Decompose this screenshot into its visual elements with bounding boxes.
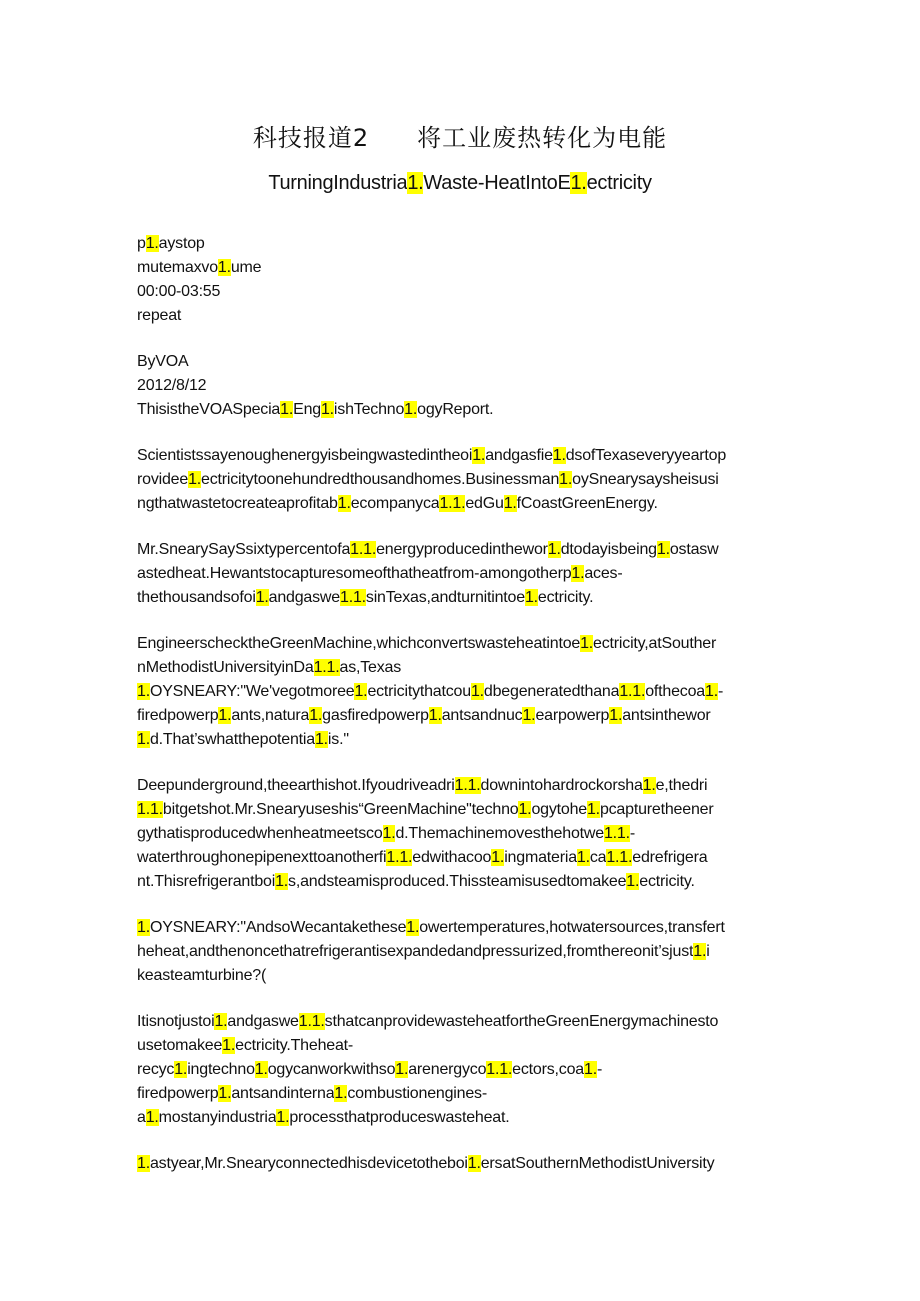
highlighted-fragment: 1. — [693, 943, 707, 960]
title-fragment: Industria — [333, 172, 408, 194]
highlighted-fragment: 1. — [491, 849, 505, 866]
paragraph — [137, 632, 783, 752]
player-line — [137, 304, 783, 328]
article-paragraphs — [137, 444, 783, 1176]
text-fragment: ectricitythatcou — [367, 683, 471, 700]
text-fragment: recyc — [137, 1061, 175, 1078]
paragraph — [137, 1152, 783, 1176]
paragraph-line — [137, 1106, 783, 1130]
paragraph-line — [137, 940, 783, 964]
paragraph-line — [137, 728, 783, 752]
text-fragment: s,andsteamisproduced.Thissteamisusedtomakee — [288, 873, 627, 890]
highlighted-fragment: 1. — [314, 731, 328, 748]
highlighted-fragment: 1.1. — [340, 589, 366, 606]
highlighted-fragment: 1. — [218, 1085, 232, 1102]
text-fragment: ostasw — [669, 541, 719, 558]
chinese-title — [0, 118, 920, 153]
text-fragment: Eng — [293, 401, 321, 418]
highlighted-fragment: 1. — [320, 401, 334, 418]
meta-line — [137, 350, 783, 374]
text-fragment: - — [629, 825, 635, 842]
text-fragment: andgaswe — [227, 1013, 299, 1030]
highlighted-fragment: 1.1. — [439, 495, 466, 512]
chinese-title-left: 科技报道2 — [252, 124, 370, 152]
text-fragment: Itisnotjustoi — [137, 1013, 215, 1030]
text-fragment: ThisistheVOASpecia — [137, 401, 281, 418]
highlighted-fragment: 1. — [406, 919, 420, 936]
text-fragment: ecompanyca — [350, 495, 440, 512]
highlighted-fragment: 1. — [404, 401, 418, 418]
text-fragment: p — [137, 235, 146, 252]
highlighted-fragment: 1. — [524, 589, 538, 606]
paragraph-line — [137, 822, 783, 846]
highlighted-fragment: 1. — [467, 1155, 481, 1172]
paragraph-line — [137, 1082, 783, 1106]
article-meta — [137, 350, 783, 422]
highlighted-fragment: 1. — [626, 873, 640, 890]
text-fragment: bitgetshot.Mr.Snearyuseshis“GreenMachine"techno — [162, 801, 519, 818]
player-line — [137, 280, 783, 304]
paragraph-line — [137, 656, 783, 680]
paragraph-line — [137, 492, 783, 516]
text-fragment: andgasfie — [485, 447, 553, 464]
highlighted-fragment: 1. — [580, 635, 594, 652]
text-fragment: rovidee — [137, 471, 189, 488]
highlighted-fragment: 1. — [518, 801, 532, 818]
text-fragment: waterthroughonepipenexttoanotherfi — [137, 849, 387, 866]
chinese-title-right: 将工业废热转化为电能 — [417, 124, 668, 152]
highlighted-fragment: 1. — [584, 1061, 597, 1078]
text-fragment: aces- — [584, 565, 623, 582]
title-fragment: Turning — [268, 172, 334, 194]
highlighted-fragment: 1.1. — [454, 777, 481, 794]
text-fragment: dtodayisbeing — [560, 541, 657, 558]
highlighted-fragment: 1. — [705, 683, 718, 700]
text-fragment: astyear,Mr.Snearyconnectedhisdevicetotheboi — [149, 1155, 468, 1172]
paragraph-line — [137, 538, 783, 562]
text-fragment: d.Themachinemovesthehotwe — [395, 825, 604, 842]
text-fragment: arenergyco — [408, 1061, 487, 1078]
text-fragment: andgaswe — [268, 589, 340, 606]
highlighted-fragment: 1. — [137, 1155, 150, 1172]
highlighted-fragment: 1. — [337, 495, 351, 512]
highlighted-fragment: 1. — [254, 1061, 268, 1078]
text-fragment: ByVOA — [137, 353, 189, 370]
text-fragment: aystop — [158, 235, 205, 252]
text-fragment: ume — [230, 259, 262, 276]
text-fragment: 2012/8/12 — [137, 377, 207, 394]
highlighted-fragment: 1. — [576, 849, 590, 866]
highlighted-fragment: 1. — [309, 707, 323, 724]
highlighted-fragment: 1. — [428, 707, 442, 724]
text-fragment: ectricity. — [537, 589, 594, 606]
text-fragment: keasteamturbine?( — [137, 967, 267, 984]
text-fragment: pcapturetheener — [599, 801, 714, 818]
highlighted-fragment: 1. — [382, 825, 396, 842]
text-fragment: i — [706, 943, 710, 960]
highlighted-fragment: 1. — [217, 259, 231, 276]
highlighted-fragment: 1. — [137, 731, 150, 748]
paragraph-line — [137, 444, 783, 468]
text-fragment: ants,natura — [231, 707, 310, 724]
highlighted-fragment: 1. — [503, 495, 517, 512]
highlighted-fragment: 1. — [214, 1013, 228, 1030]
text-fragment: ofthecoa — [645, 683, 705, 700]
paragraph-line — [137, 774, 783, 798]
paragraph-line — [137, 964, 783, 988]
text-fragment: OYSNEARY:"AndsoWecantakethese — [149, 919, 407, 936]
highlighted-fragment: 1.1. — [137, 801, 163, 818]
text-fragment: a — [137, 1109, 146, 1126]
article-body — [137, 232, 783, 1198]
paragraph-line — [137, 846, 783, 870]
paragraph-line — [137, 586, 783, 610]
text-fragment: downintohardrockorsha — [480, 777, 643, 794]
text-fragment: heheat,andthenoncethatrefrigerantisexpandedandpressurized,fromthereonit’sjust — [137, 943, 694, 960]
text-fragment: ogytohe — [531, 801, 587, 818]
player-line — [137, 256, 783, 280]
highlighted-fragment: 1. — [276, 1109, 290, 1126]
text-fragment: ngthatwastetocreateaprofitab — [137, 495, 338, 512]
paragraph — [137, 444, 783, 516]
highlighted-fragment: 1.1. — [313, 659, 340, 676]
highlighted-fragment: 1. — [137, 683, 150, 700]
text-fragment: dsofTexaseveryyeartop — [565, 447, 727, 464]
text-fragment: oySnearysaysheisusi — [572, 471, 719, 488]
highlighted-fragment: 1. — [559, 471, 573, 488]
highlighted-fragment: 1. — [571, 565, 585, 582]
text-fragment: thethousandsofoi — [137, 589, 256, 606]
highlighted-fragment: 1. — [218, 707, 232, 724]
title-fragment: Waste-Heat — [423, 172, 526, 194]
text-fragment: earpowerp — [535, 707, 610, 724]
text-fragment: edrefrigera — [632, 849, 708, 866]
highlighted-fragment: 1.1. — [606, 849, 633, 866]
paragraph — [137, 1010, 783, 1130]
title-fragment: E — [557, 172, 571, 194]
highlighted-fragment: 1. — [656, 541, 670, 558]
paragraph-line — [137, 798, 783, 822]
highlighted-fragment: 1. — [222, 1037, 236, 1054]
paragraph-line — [137, 632, 783, 656]
english-title — [0, 172, 920, 195]
text-fragment: is." — [327, 731, 349, 748]
paragraph-line — [137, 680, 783, 704]
paragraph-line — [137, 1152, 783, 1176]
text-fragment: dbegeneratedthana — [483, 683, 620, 700]
text-fragment: OYSNEARY:"We'vegotmoree — [149, 683, 355, 700]
text-fragment: ca — [589, 849, 607, 866]
highlighted-fragment: 1. — [407, 172, 424, 194]
highlighted-fragment: 1. — [586, 801, 600, 818]
highlighted-fragment: 1. — [470, 683, 484, 700]
text-fragment: e,thedri — [655, 777, 708, 794]
text-fragment: as,Texas — [339, 659, 402, 676]
paragraph — [137, 538, 783, 610]
highlighted-fragment: 1. — [145, 1109, 159, 1126]
text-fragment: EngineerschecktheGreenMachine,whichconvertswasteheatintoe — [137, 635, 581, 652]
text-fragment: edwithacoo — [412, 849, 492, 866]
paragraph — [137, 774, 783, 894]
highlighted-fragment: 1. — [334, 1085, 348, 1102]
meta-line — [137, 374, 783, 398]
highlighted-fragment: 1. — [570, 172, 587, 194]
text-fragment: mostanyindustria — [158, 1109, 277, 1126]
highlighted-fragment: 1. — [280, 401, 294, 418]
text-fragment: energyproducedinthewor — [376, 541, 548, 558]
text-fragment: ishTechno — [333, 401, 405, 418]
text-fragment: ectors,coa — [512, 1061, 584, 1078]
text-fragment: sthatcanprovidewasteheatfortheGreenEnergymachinesto — [324, 1013, 719, 1030]
highlighted-fragment: 1. — [609, 707, 623, 724]
highlighted-fragment: 1.1. — [619, 683, 646, 700]
text-fragment: nt.Thisrefrigerantboi — [137, 873, 276, 890]
text-fragment: ogycanworkwithso — [267, 1061, 396, 1078]
text-fragment: antsinthewor — [622, 707, 711, 724]
text-fragment: Scientistssayenoughenergyisbeingwastedintheoi — [137, 447, 473, 464]
text-fragment: gythatisproducedwhenheatmeetsco — [137, 825, 383, 842]
highlighted-fragment: 1. — [354, 683, 368, 700]
highlighted-fragment: 1.1. — [386, 849, 413, 866]
highlighted-fragment: 1. — [642, 777, 656, 794]
highlighted-fragment: 1. — [275, 873, 289, 890]
player-line — [137, 232, 783, 256]
highlighted-fragment: 1.1. — [603, 825, 630, 842]
text-fragment: ectricity,atSouther — [593, 635, 717, 652]
meta-line — [137, 398, 783, 422]
text-fragment: fCoastGreenEnergy. — [516, 495, 658, 512]
text-fragment: owertemperatures,hotwatersources,transfert — [419, 919, 725, 936]
highlighted-fragment: 1.1. — [298, 1013, 325, 1030]
highlighted-fragment: 1. — [137, 919, 150, 936]
title-fragment: Into — [525, 172, 558, 194]
text-fragment: antsandinterna — [231, 1085, 335, 1102]
text-fragment: combustionengines- — [347, 1085, 487, 1102]
text-fragment: nMethodistUniversityinDa — [137, 659, 314, 676]
text-fragment: ingtechno — [187, 1061, 255, 1078]
highlighted-fragment: 1. — [472, 447, 486, 464]
player-controls — [137, 232, 783, 328]
highlighted-fragment: 1.1. — [486, 1061, 513, 1078]
highlighted-fragment: 1. — [547, 541, 561, 558]
text-fragment: ersatSouthernMethodistUniversity — [480, 1155, 715, 1172]
highlighted-fragment: 1. — [522, 707, 536, 724]
paragraph-line — [137, 1034, 783, 1058]
text-fragment: usetomakee — [137, 1037, 223, 1054]
highlighted-fragment: 1. — [188, 471, 202, 488]
highlighted-fragment: 1. — [174, 1061, 188, 1078]
paragraph-line — [137, 870, 783, 894]
text-fragment: ectricity. — [639, 873, 695, 890]
paragraph-line — [137, 704, 783, 728]
text-fragment: - — [596, 1061, 603, 1078]
text-fragment: Mr.SnearySaySsixtypercentofa — [137, 541, 351, 558]
paragraph-line — [137, 562, 783, 586]
text-fragment: edGu — [465, 495, 504, 512]
title-fragment: ectricity — [586, 172, 652, 194]
text-fragment: firedpowerp — [137, 707, 219, 724]
paragraph-line — [137, 1010, 783, 1034]
highlighted-fragment: 1.1. — [350, 541, 377, 558]
text-fragment: firedpowerp — [137, 1085, 219, 1102]
text-fragment: - — [717, 683, 724, 700]
text-fragment: ectricitytoonehundredthousandhomes.Businessman — [201, 471, 560, 488]
text-fragment: ogyReport. — [417, 401, 494, 418]
paragraph-line — [137, 468, 783, 492]
text-fragment: 00:00-03:55 — [137, 283, 221, 300]
highlighted-fragment: 1. — [255, 589, 269, 606]
text-fragment: ingmateria — [504, 849, 577, 866]
text-fragment: ectricity.Theheat- — [235, 1037, 354, 1054]
text-fragment: Deepunderground,theearthishot.Ifyoudriveadri — [137, 777, 455, 794]
text-fragment: mutemaxvo — [137, 259, 218, 276]
text-fragment: gasfiredpowerp — [322, 707, 429, 724]
highlighted-fragment: 1. — [145, 235, 159, 252]
paragraph — [137, 916, 783, 988]
text-fragment: d.That’swhatthepotentia — [149, 731, 315, 748]
highlighted-fragment: 1. — [552, 447, 566, 464]
text-fragment: antsandnuc — [441, 707, 523, 724]
paragraph-line — [137, 916, 783, 940]
highlighted-fragment: 1. — [395, 1061, 409, 1078]
paragraph-line — [137, 1058, 783, 1082]
text-fragment: sinTexas,andturnitintoe — [365, 589, 525, 606]
text-fragment: repeat — [137, 307, 182, 324]
text-fragment: astedheat.Hewantstocapturesomeofthatheatfrom-amongotherp — [137, 565, 572, 582]
text-fragment: processthatproduceswasteheat. — [289, 1109, 510, 1126]
